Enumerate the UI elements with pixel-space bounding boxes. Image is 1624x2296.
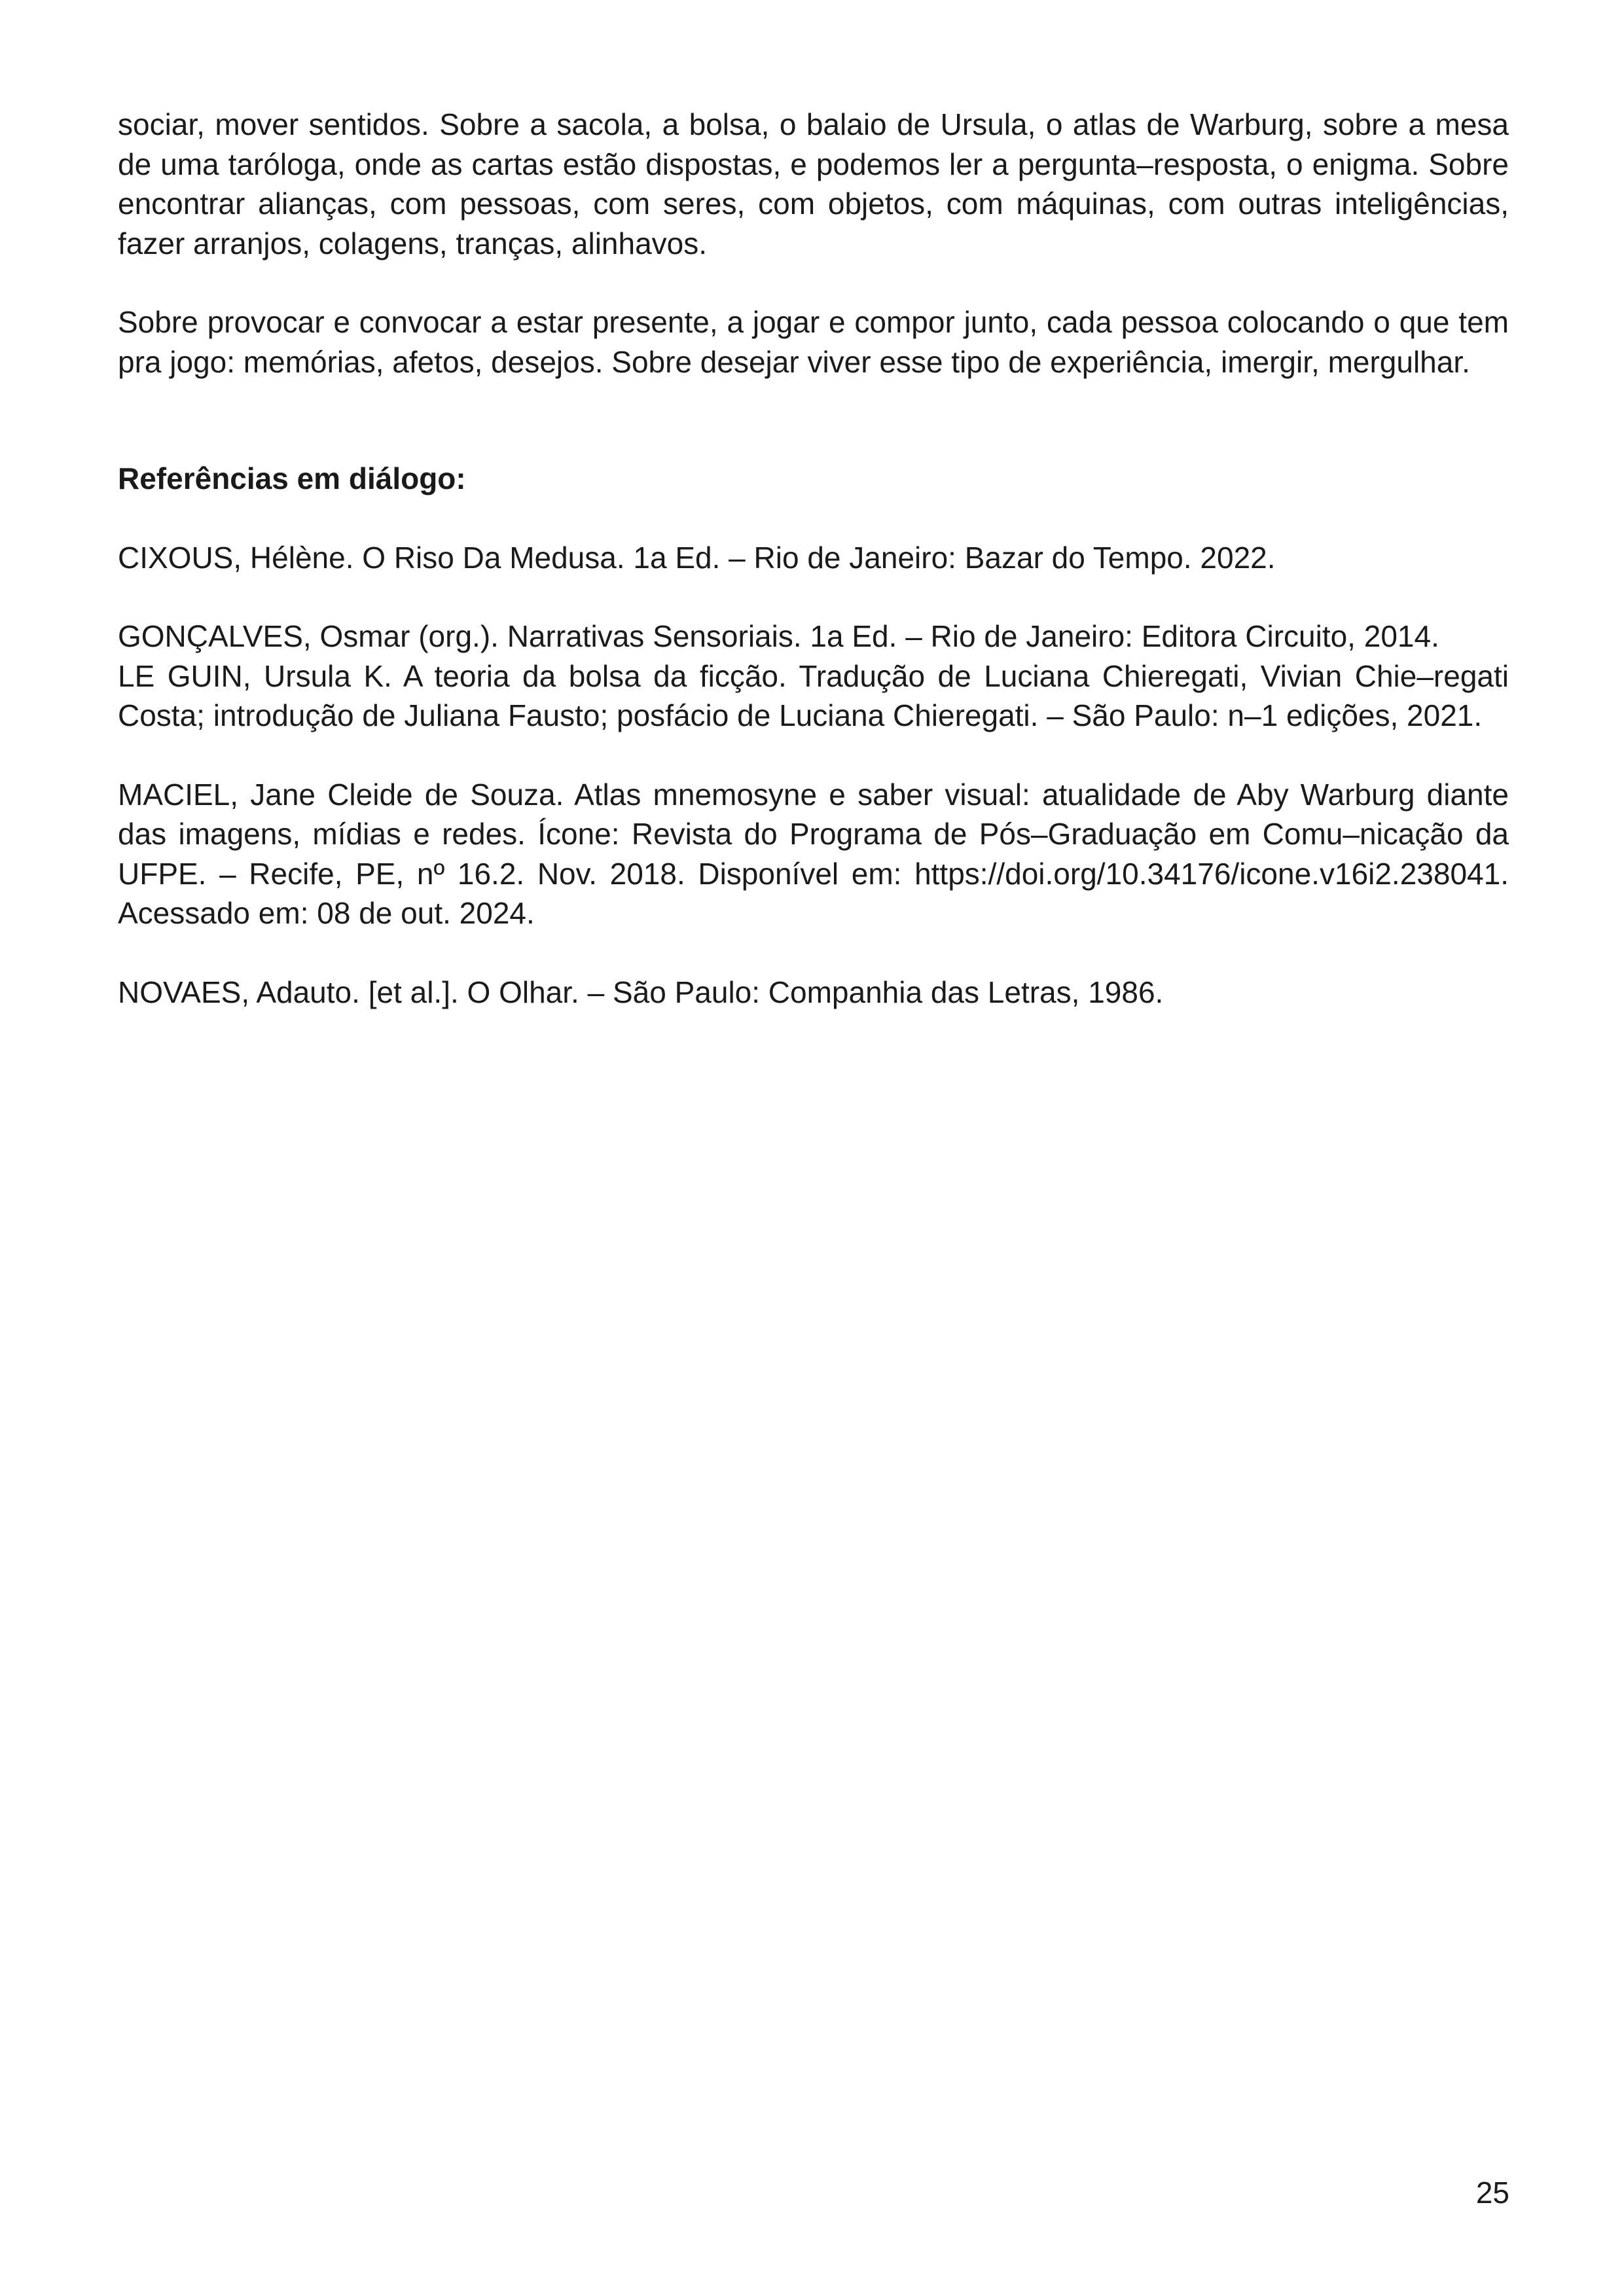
reference-item: NOVAES, Adauto. [et al.]. O Olhar. – São Paulo: Companhia das Letras, 1986. [118, 975, 1164, 1009]
references-heading: Referências em diálogo: [118, 461, 466, 495]
page-number: 25 [1475, 2176, 1509, 2210]
references-list [118, 538, 1509, 1013]
body-paragraph: sociar, mover sentidos. Sobre a sacola, a bolsa, o balaio de Ursula, o atlas de Warburg, sobre a mesa de uma taróloga, onde as cartas estão dispostas, e podemos ler a pergunta–resposta, o enigma. Sobre encontrar alianças, com pessoas, com seres, com objetos, com máquinas, com outras inteligências, fazer arranjos, colagens, tranças, alinhavos. [118, 107, 1509, 260]
document-page [118, 105, 1509, 1012]
reference-item: CIXOUS, Hélène. O Riso Da Medusa. 1a Ed. – Rio de Janeiro: Bazar do Tempo. 2022. [118, 540, 1276, 575]
reference-item: GONÇALVES, Osmar (org.). Narrativas Sensoriais. 1a Ed. – Rio de Janeiro: Editora Circuito, 2014. [118, 619, 1439, 653]
reference-item: LE GUIN, Ursula K. A teoria da bolsa da ficção. Tradução de Luciana Chieregati, Vivian Chie–regati Costa; introdução de Juliana Fausto; posfácio de Luciana Chieregati. – São Paulo: n–1 edições, 2021. [118, 658, 1509, 732]
reference-item: MACIEL, Jane Cleide de Souza. Atlas mnemosyne e saber visual: atualidade de Aby Warburg diante das imagens, mídias e redes. Ícone: Revista do Programa de Pós–Graduação em Comu–nicação da UFPE. – Recife, PE, nº 16.2. Nov. 2018. Disponível em: https://doi.org/10.34176/icone.v16i2.238041. Acessado em: 08 de out. 2024. [118, 777, 1509, 930]
body-paragraph: Sobre provocar e convocar a estar presente, a jogar e compor junto, cada pessoa colocando o que tem pra jogo: memórias, afetos, desejos. Sobre desejar viver esse tipo de experiência, imergir, mergulhar. [118, 305, 1509, 379]
